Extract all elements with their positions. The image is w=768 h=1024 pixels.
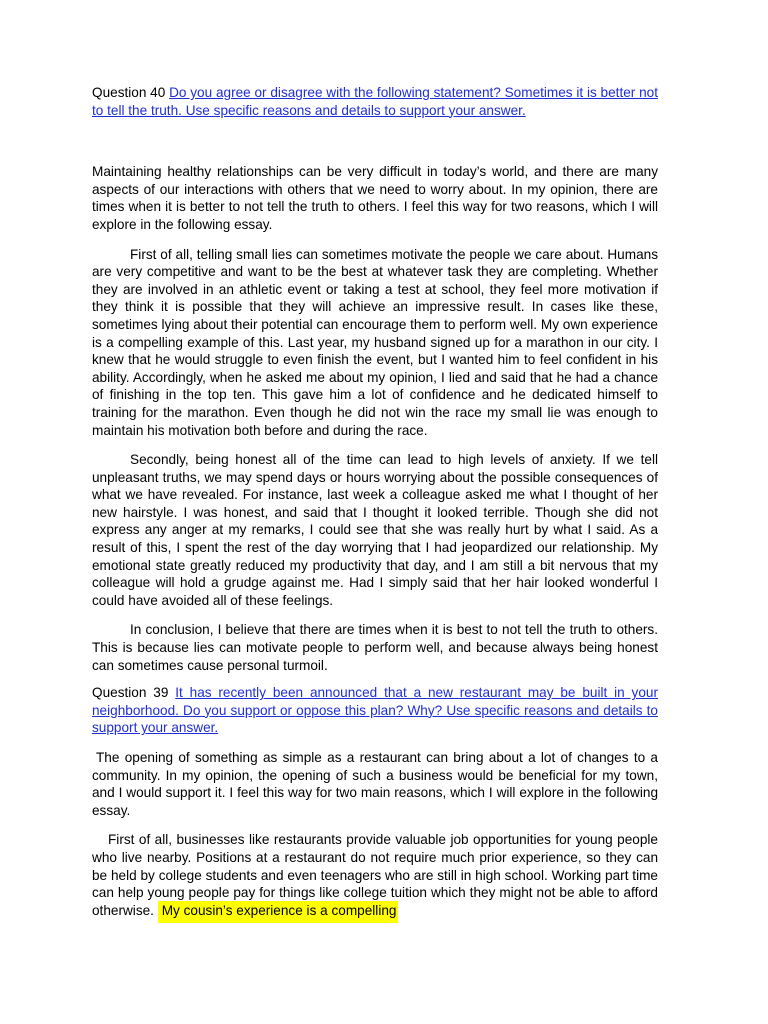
question-40 — [92, 84, 658, 119]
question-39-prompt-link[interactable]: It has recently been announced that a new restaurant may be built in your neighborhood. Do you support or oppose this plan? Why? Use specific reasons and details to support your answer. — [92, 685, 658, 736]
question-39-label: Question 39 — [92, 685, 176, 701]
essay-40-body-1: First of all, telling small lies can sometimes motivate the people we care about. Humans are very competitive and want to be the best at whatever task they are completing. Whether they are involved in an athletic event or taking a test at school, they feel more motivation if they think it is possible that they will achieve an impressive result. In cases like these, sometimes lying about their potential can encourage them to perform well. My own experience is a compelling example of this. Last year, my husband signed up for a marathon in our city. I knew that he would struggle to even finish the event, but I wanted him to feel confident in his ability. Accordingly, when he asked me about my opinion, I lied and said that he had a chance of finishing in the top ten. This gave him a lot of confidence and he dedicated himself to training for the marathon. Even though he did not win the race my small lie was enough to maintain his motivation both before and during the race. — [92, 246, 658, 438]
question-39 — [92, 684, 658, 737]
essay-39-body-1 — [92, 831, 658, 919]
essay-40-conclusion: In conclusion, I believe that there are times when it is best to not tell the truth to others. This is because lies can motivate people to perform well, and because always being honest can sometimes cause personal turmoil. — [92, 622, 658, 673]
essay-40-body-2: Secondly, being honest all of the time can lead to high levels of anxiety. If we tell unpleasant truths, we may spend days or hours worrying about the possible consequences of what we have revealed. For instance, last week a colleague asked me what I thought of her new hairstyle. I was honest, and said that I thought it looked terrible. Though she did not express any anger at my remarks, I could see that she was really hurt by what I said. As a result of this, I spent the rest of the day worrying that I had jeopardized our relationship. My emotional state greatly reduced my productivity that day, and I am still a bit nervous that my colleague will hold a grudge against me. Had I simply said that her hair looked wonderful I could have avoided all of these feelings. — [92, 452, 658, 608]
document-page — [92, 84, 658, 919]
essay-40-intro: Maintaining healthy relationships can be very difficult in today’s world, and there are many aspects of our interactions with others that we need to worry about. In my opinion, there are times when it is better to not tell the truth to others. I feel this way for two reasons, which I will explore in the following essay. — [92, 164, 658, 232]
question-40-label: Question 40 — [92, 85, 170, 100]
essay-39-intro: The opening of something as simple as a restaurant can bring about a lot of changes to a community. In my opinion, the opening of such a business would be beneficial for my town, and I would support it. I feel this way for two main reasons, which I will explore in the following essay. — [92, 750, 658, 818]
essay-39-body-1-text: First of all, businesses like restaurants provide valuable job opportunities for young people who live nearby. Positions at a restaurant do not require much prior experience, so they can be held by college students and even teenagers who are still in high school. Working part time can help young people pay for things like college tuition which they might not be able to afford otherwise. — [92, 832, 658, 918]
question-40-prompt-link[interactable]: Do you agree or disagree with the following statement? Sometimes it is better not to tell the truth. Use specific reasons and details to support your answer. — [92, 85, 658, 118]
highlighted-text: My cousin’s experience is a compelling — [158, 901, 399, 923]
